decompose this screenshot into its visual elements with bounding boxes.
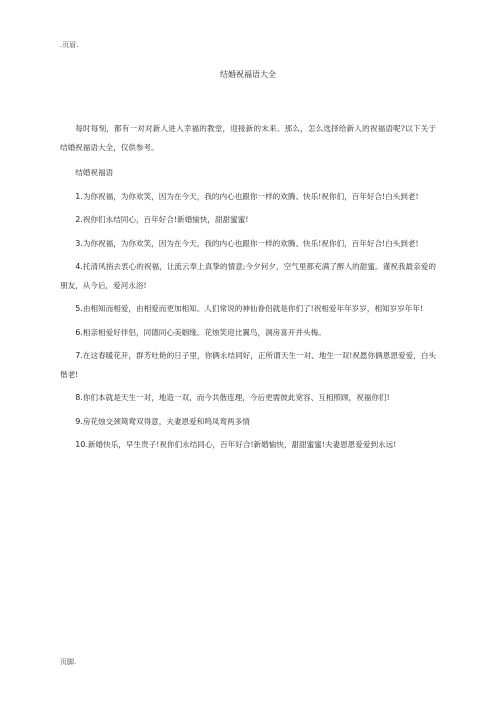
item-text: 相亲相爱好伴侣，同德同心美姻缘。花烛笑迎比翼鸟，洞房喜开并头梅。 xyxy=(82,327,326,337)
item-number: 1. xyxy=(75,191,83,201)
blessing-item xyxy=(60,347,436,384)
item-text: 由相知而相爱，由相爱而更加相知。人们常说的神仙眷侣就是你们了!祝相爱年年岁岁，相知岁岁年年! xyxy=(82,304,424,313)
item-text: 托清风捎去衷心的祝福，让流云奉上真挚的情意;今夕何夕，空气里都充满了醉人的甜蜜。谨祝我最亲爱的朋友，从今后，爱河永浴! xyxy=(60,262,436,290)
item-text: 你们本就是天生一对，地造一双，而今共偕连理，今后更需彼此宽容、互相照顾，祝福你们! xyxy=(82,393,390,402)
blessing-item xyxy=(60,324,436,343)
blessing-item xyxy=(60,436,436,455)
item-number: 4. xyxy=(75,262,83,271)
item-number: 10. xyxy=(75,440,88,449)
item-number: 6. xyxy=(75,327,83,337)
blessing-item xyxy=(60,211,436,230)
intro-paragraph: 每时每刻，都有一对对新人进入幸福的教堂，迎接新的未来。那么，怎么选择给新人的祝福语呢?以下关于结婚祝福语大全，仅供参考。 xyxy=(60,124,436,152)
item-text: 为你祝福，为你欢笑，因为在今天，我的内心也跟你一样的欢腾、快乐!祝你们，百年好合!白头到老! xyxy=(82,191,419,201)
document-title: 结婚祝福语大全 xyxy=(220,70,276,79)
document-body xyxy=(60,120,436,460)
section-heading: 结婚祝福语 xyxy=(75,168,114,177)
blessing-item xyxy=(60,188,436,207)
item-number: 7. xyxy=(75,351,83,360)
blessing-item xyxy=(60,235,436,254)
blessing-item xyxy=(60,300,436,319)
item-number: 2. xyxy=(75,215,83,224)
item-text: 祝你们永结同心，百年好合!新婚愉快，甜甜蜜蜜! xyxy=(82,215,249,224)
item-number: 3. xyxy=(75,238,83,248)
blessing-item xyxy=(60,258,436,295)
item-text: 为你祝福，为你欢笑，因为在今天，我的内心也跟你一样的欢腾、快乐!祝你们，百年好合!白头到老! xyxy=(82,238,419,248)
item-number: 9. xyxy=(75,416,83,426)
page-footer: 页脚. xyxy=(60,658,77,666)
item-text: 房花烛交颈鸳鸯双得意，夫妻恩爱和鸣凤鸾两多情 xyxy=(82,416,250,426)
blessing-item xyxy=(60,389,436,408)
item-number: 5. xyxy=(75,304,83,313)
item-text: 新婚快乐，早生贵子!祝你们永结同心，百年好合!新婚愉快，甜甜蜜蜜!夫妻恩恩爱爱到永远! xyxy=(87,440,397,449)
item-text: 在这春暖花开，群芳吐艳的日子里，你俩永结同好，正所谓天生一对、地生一双!祝愿你俩恩恩爱爱，白头偕老! xyxy=(60,351,436,379)
page-header: .页眉. xyxy=(60,41,79,49)
blessing-item xyxy=(60,413,436,432)
item-number: 8. xyxy=(75,393,83,402)
